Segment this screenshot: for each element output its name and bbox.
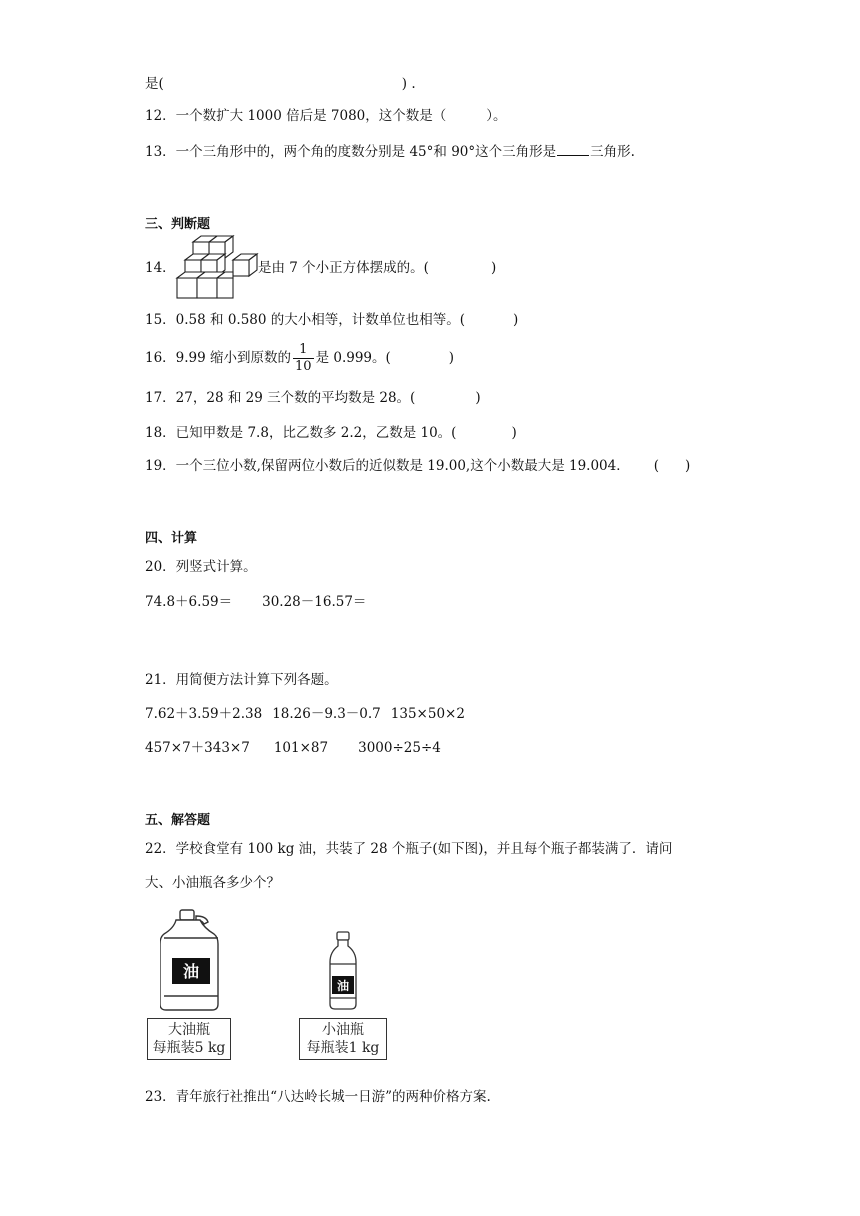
- question-16: 16．9.99 缩小到原数的 $\frac{1}{10}$ 是 0.999。( ): [145, 342, 455, 374]
- question-21-row2: 457×7＋343×7 101×87 3000÷25÷4: [145, 740, 441, 756]
- question-11-tail: 是( ) .: [145, 76, 416, 92]
- question-21: 21．用简便方法计算下列各题。: [145, 672, 338, 688]
- question-14: 14．: [145, 260, 176, 276]
- question-18: 18．已知甲数是 7.8，比乙数多 2.2，乙数是 10。( ): [145, 425, 517, 441]
- question-19: 19．一个三位小数,保留两位小数后的近似数是 19.00,这个小数最大是 19.004． ( ): [145, 458, 691, 474]
- big-oil-bottle-icon: [160, 908, 222, 1012]
- question-21-row1: 7.62＋3.59＋2.38 18.26－9.3－0.7 135×50×2: [145, 706, 465, 722]
- small-bottle-label: 小油瓶 每瓶装1 kg: [299, 1018, 387, 1060]
- fraction-one-tenth: $\frac{1}{10}$: [295, 342, 312, 374]
- cubes-figure: [173, 234, 259, 300]
- section-heading-judgement: 三、判断题: [145, 217, 211, 232]
- small-oil-bottle-icon: [326, 930, 360, 1012]
- big-bottle-label: 大油瓶 每瓶装5 kg: [147, 1018, 231, 1060]
- answer-blank[interactable]: [557, 141, 589, 156]
- small-bottle-mark: 油: [336, 979, 350, 993]
- section-heading-word-problems: 五、解答题: [145, 813, 211, 828]
- question-20-items: 74.8＋6.59＝ 30.28－16.57＝: [145, 594, 367, 610]
- question-13: 13．一个三角形中的，两个角的度数分别是 45°和 90°这个三角形是 三角形.: [145, 141, 635, 162]
- big-bottle-mark: 油: [182, 962, 200, 981]
- section-heading-calculation: 四、计算: [145, 531, 198, 546]
- question-23: 23．青年旅行社推出“八达岭长城一日游”的两种价格方案.: [145, 1089, 491, 1105]
- question-17: 17．27，28 和 29 三个数的平均数是 28。( ): [145, 390, 481, 406]
- question-22-line2: 大、小油瓶各多少个？: [145, 875, 280, 891]
- question-14-text: 是由 7 个小正方体摆成的。( ): [258, 260, 497, 276]
- question-15: 15．0.58 和 0.580 的大小相等，计数单位也相等。( ): [145, 312, 519, 328]
- question-22-line1: 22．学校食堂有 100 kg 油，共装了 28 个瓶子(如下图)，并且每个瓶子都装满了．请问: [145, 841, 673, 857]
- question-12: 12．一个数扩大 1000 倍后是 7080，这个数是（ ）。: [145, 108, 507, 124]
- question-20: 20．列竖式计算。: [145, 559, 257, 575]
